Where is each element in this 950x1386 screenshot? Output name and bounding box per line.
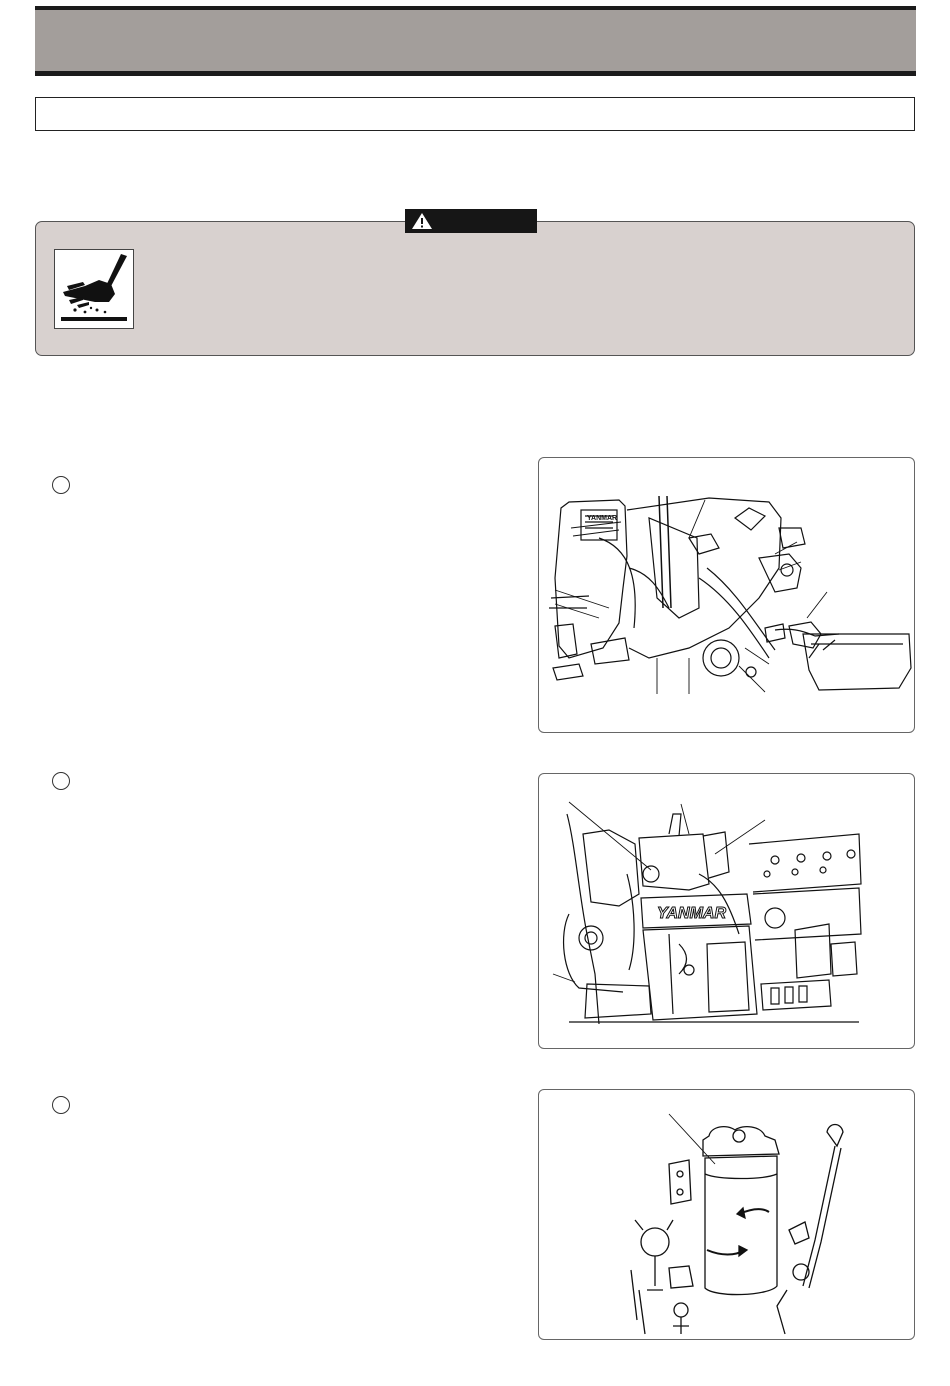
warning-triangle-icon (411, 212, 433, 230)
figure-2-engine-side-view (538, 773, 915, 1049)
figure-3-oil-filter-removal (538, 1089, 915, 1340)
step-marker-3 (52, 1096, 70, 1114)
hand-corrosion-icon (54, 249, 134, 329)
step-marker-2 (52, 772, 70, 790)
caution-panel (35, 221, 915, 356)
warning-tag (405, 209, 537, 233)
section-title-box (35, 97, 915, 131)
step-marker-1 (52, 476, 70, 494)
figure-1-engine-oil-drain (538, 457, 915, 733)
page-header-band (35, 6, 916, 76)
figure-1-brand-label: YANMAR (587, 515, 618, 522)
figure-2-brand-label: YANMAR (657, 905, 727, 922)
